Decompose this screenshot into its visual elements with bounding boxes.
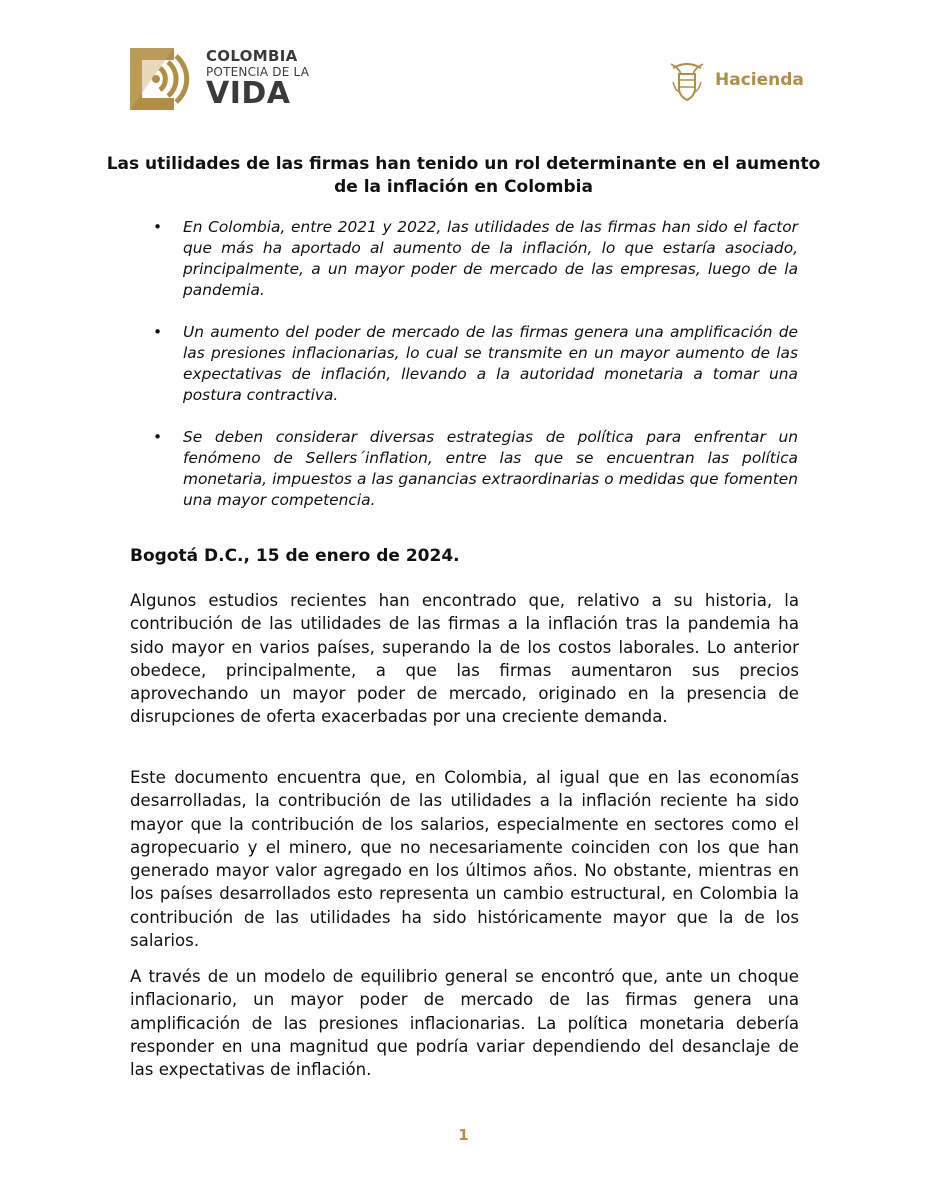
bullet-item: • Se deben considerar diversas estrategias de política para enfrentar un fenómeno de Sellers´inflation, entre las que se encuentran las política monetaria, impuestos a las ganancias extraordinarias o medidas que fomenten una mayor competencia. — [153, 428, 798, 509]
brand-line3: VIDA — [206, 76, 291, 111]
hacienda-logo — [667, 58, 804, 102]
colombia-potencia-de-la-vida-logo — [130, 48, 309, 110]
bullet-glyph: • — [153, 218, 163, 236]
bullet-item: • Un aumento del poder de mercado de las firmas genera una amplificación de las presiones inflacionarias, lo cual se transmite en un mayor aumento de las expectativas de inflación, llevando a la autoridad monetaria a tomar una postura contractiva. — [153, 323, 798, 404]
bullet-glyph: • — [153, 428, 163, 446]
document-title: Las utilidades de las firmas han tenido un rol determinante en el aumento de la inflación en Colombia — [106, 154, 821, 197]
body-paragraph-3: A través de un modelo de equilibrio general se encontró que, ante un choque inflacionario, un mayor poder de mercado de las firmas genera una amplificación de las presiones inflacionarias. La política monetaria debería responder en una magnitud que podría variar dependiendo del desanclaje de las expectativas de inflación. — [130, 967, 799, 1080]
coat-of-arms-icon — [667, 58, 707, 102]
brand-line1: COLOMBIA — [206, 47, 298, 65]
summary-bullets — [153, 217, 798, 532]
ministry-name: Hacienda — [715, 70, 804, 90]
dateline: Bogotá D.C., 15 de enero de 2024. — [130, 546, 460, 566]
body-paragraph-1: Algunos estudios recientes han encontrado que, relativo a su historia, la contribución de las utilidades de las firmas a la inflación tras la pandemia ha sido mayor en varios países, superando la de los costos laborales. Lo anterior obedece, principalmente, a que las firmas aumentaron sus precios aprovechando un mayor poder de mercado, originado en la presencia de disrupciones de oferta exacerbadas por una creciente demanda. — [130, 591, 799, 727]
bullet-glyph: • — [153, 323, 163, 341]
bullet-item: • En Colombia, entre 2021 y 2022, las utilidades de las firmas han sido el factor que más ha aportado al aumento de la inflación, lo que estaría asociado, principalmente, a un mayor poder de mercado de las empresas, luego de la pandemia. — [153, 218, 798, 299]
brand-line2: POTENCIA DE LA — [206, 65, 310, 79]
page-number: 1 — [458, 1126, 469, 1144]
brand-mark-icon — [130, 48, 192, 110]
body-paragraph-2: Este documento encuentra que, en Colombia, al igual que en las economías desarrolladas, la contribución de las utilidades a la inflación reciente ha sido mayor que la contribución de los salarios, especialmente en sectores como el agropecuario y el minero, que no necesariamente coinciden con los que han generado mayor valor agregado en los últimos años. No obstante, mientras en los países desarrollados esto representa un cambio estructural, en Colombia la contribución de las utilidades ha sido históricamente mayor que la de los salarios. — [130, 768, 799, 951]
